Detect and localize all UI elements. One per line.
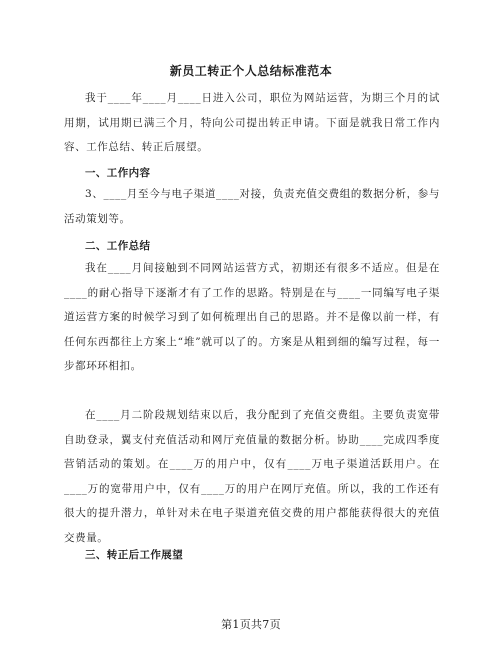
work-summary-paragraph-1: 我在____月间接触到不同网站运营方式，初期还有很多不适应。但是在____的耐心指导下逐渐才有了工作的思路。特别是在与____一同编写电子渠道运营方案的时候学习到了如何梳理出自己的思路。并不是像以前一样，有任何东西都往上方案上“堆”就可以了的。方案是从粗到细的编写过程，每一步都环环相扣。 <box>64 262 440 372</box>
work-summary-paragraph-2: 在____月二阶段规划结束以后，我分配到了充值交费组。主要负责宽带自助登录，翼支付充值活动和网厅充值量的数据分析。协助____完成四季度营销活动的策划。在____万的用户中，仅有____万电子渠道活跃用户。在____万的宽带用户中，仅有____万的用户在网厅充值。所以，我的工作还有很大的提升潜力，单针对未在电子渠道充值交费的用户都能获得很大的充值交费量。 <box>64 409 440 544</box>
section-heading-work-content: 一、工作内容 <box>85 167 151 179</box>
section-heading-outlook: 三、转正后工作展望 <box>85 549 184 561</box>
page-number: 第1页共7页 <box>221 618 281 631</box>
document-title: 新员工转正个人总结标准范本 <box>169 64 333 78</box>
intro-paragraph: 我于____年____月____日进入公司，职位为网站运营，为期三个月的试用期，试用期已满三个月，特向公司提出转正申请。下面是就我日常工作内容、工作总结、转正后展望。 <box>64 92 440 153</box>
work-content-paragraph: 3、____月至今与电子渠道____对接，负责充值交费组的数据分析，参与活动策划等。 <box>64 188 440 225</box>
section-heading-work-summary: 二、工作总结 <box>85 240 151 252</box>
